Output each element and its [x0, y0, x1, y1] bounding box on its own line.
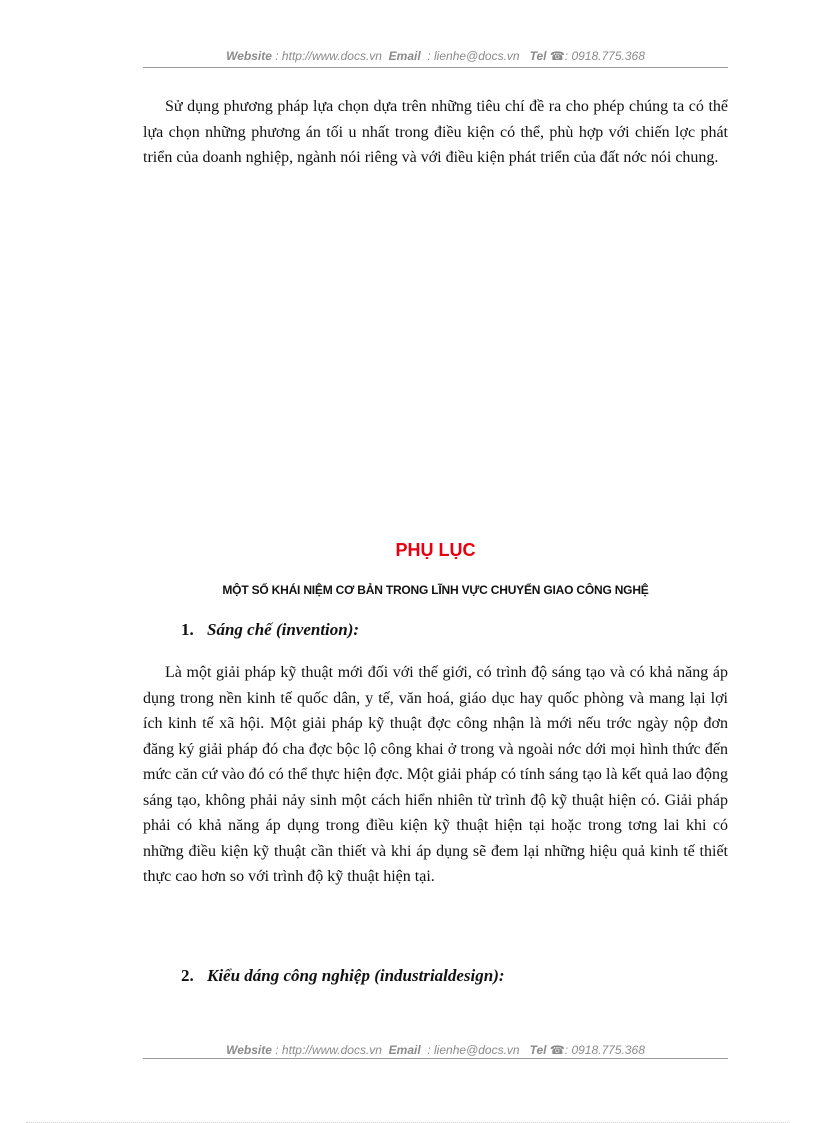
page-header [143, 49, 728, 63]
footer-email-label: Email [388, 1043, 421, 1057]
page-footer [143, 1043, 728, 1057]
section-heading-industrial-design [181, 966, 505, 986]
section-heading-invention [181, 620, 359, 640]
section-number: 1. [181, 620, 194, 639]
footer-divider [143, 1058, 728, 1059]
footer-tel-value: ☎: 0918.775.368 [549, 1043, 645, 1057]
footer-email-value: : lienhe@docs.vn [427, 1043, 520, 1057]
header-divider [143, 67, 728, 68]
intro-paragraph: Sử dụng phương pháp lựa chọn dựa trên những tiêu chí đề ra cho phép chúng ta có thể lựa chọn những phương án tối u nhất trong điều kiện có thể, phù hợp với chiến lợc phát triển của doanh nghiệp, ngành nói riêng và với điều kiện phát triển của đất nớc nói chung. [143, 98, 728, 166]
section-number: 2. [181, 966, 194, 985]
footer-website-value: : http://www.docs.vn [275, 1043, 382, 1057]
appendix-subtitle: MỘT SỐ KHÁI NIỆM CƠ BẢN TRONG LĨNH VỰC CHUYỂN GIAO CÔNG NGHỆ [222, 583, 649, 597]
section-heading-text: Kiểu dáng công nghiệp (industrialdesign): [207, 966, 505, 985]
header-email-label: Email [388, 49, 421, 63]
header-website-value: : http://www.docs.vn [275, 49, 382, 63]
section-heading-text: Sáng chế (invention): [207, 620, 360, 639]
header-email-value: : lienhe@docs.vn [427, 49, 520, 63]
header-tel-value: ☎: 0918.775.368 [549, 49, 645, 63]
header-tel-label: Tel [529, 49, 547, 63]
section-body-invention: Là một giải pháp kỹ thuật mới đối với thế giới, có trình độ sáng tạo và có khả năng áp dụng trong nền kinh tế quốc dân, y tế, văn hoá, giáo dục hay quốc phòng và mang lại lợi ích kinh tế xã hội. Một giải pháp kỹ thuật đợc công nhận là mới nếu trớc ngày nộp đơn đăng ký giải pháp đó cha đợc bộc lộ công khai ở trong và ngoài nớc dới mọi hình thức đến mức căn cứ vào đó có thể thực hiện đợc. Một giải pháp có tính sáng tạo là kết quả lao động sáng tạo, không phải nảy sinh một cách hiển nhiên từ trình độ kỹ thuật hiện có. Giải pháp phải có khả năng áp dụng trong điều kiện kỹ thuật hiện tại hoặc trong tơng lai khi có những điều kiện kỹ thuật cần thiết và khi áp dụng sẽ đem lại những hiệu quả kinh tế thiết thực cao hơn so với trình độ kỹ thuật hiện tại. [143, 664, 728, 885]
header-website-label: Website [226, 49, 272, 63]
appendix-title: PHỤ LỤC [395, 540, 476, 560]
footer-website-label: Website [226, 1043, 272, 1057]
footer-tel-label: Tel [529, 1043, 547, 1057]
